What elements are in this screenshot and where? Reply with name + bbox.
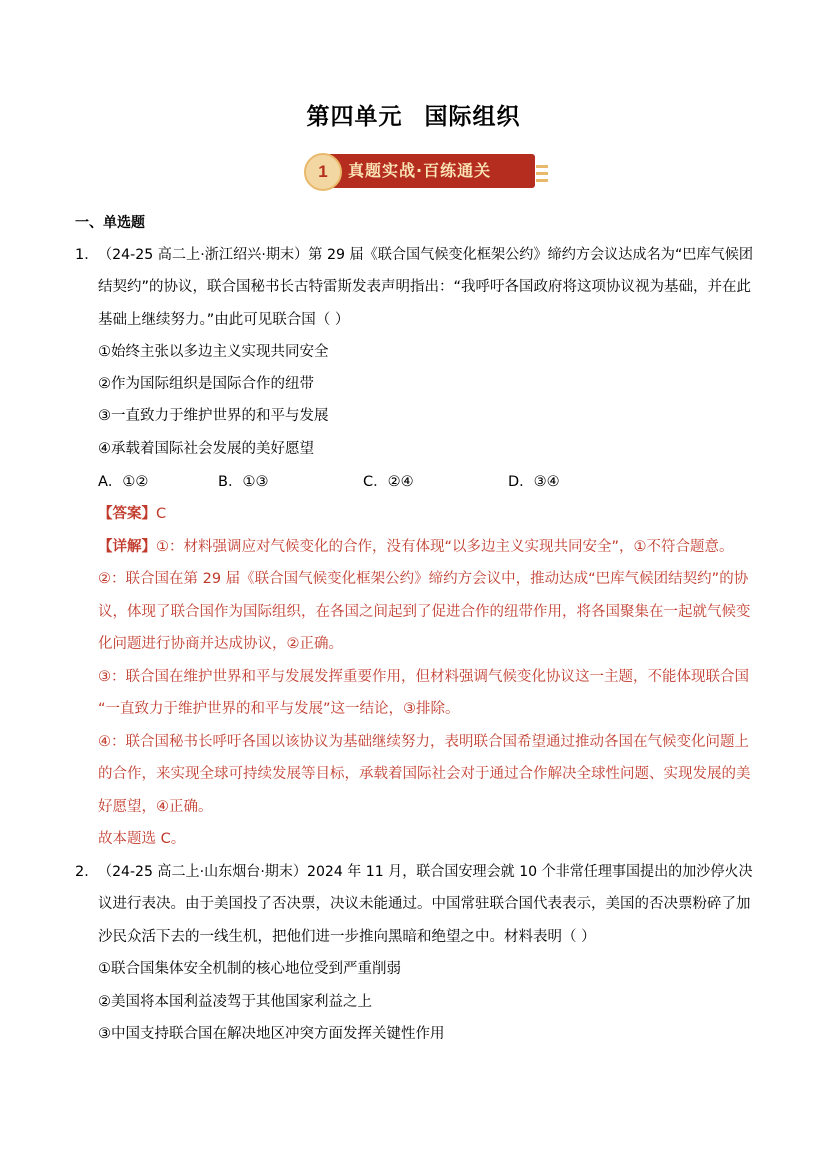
statement-item: ②作为国际组织是国际合作的纽带 [98,376,314,392]
detail-label: 【详解】 [98,539,156,555]
detail-line: ②：联合国在第 29 届《联合国气候变化框架公约》缔约方会议中，推动达成“巴库气候团结契约”的协 [98,571,749,587]
option-b: B．①③ [218,474,269,490]
question-text: （24-25 高二上·山东烟台·期末）2024 年 11 月，联合国安理会就 10 个非常任理事国提出的加沙停火决 [98,864,753,880]
detail-line: 化问题进行协商并达成协议，②正确。 [98,636,343,652]
answer-options [98,472,658,492]
detail-line: 议，体现了联合国作为国际组织，在各国之间起到了促进合作的纽带作用，将各国聚集在一起就气候变 [98,604,751,620]
detail-line: 的合作，来实现全球可持续发展等目标，承载着国际社会对于通过合作解决全球性问题、实现发展的美 [98,766,751,782]
option-d: D．③④ [508,474,560,490]
answer-line [98,504,166,524]
section-banner [304,152,550,190]
detail-line: 【详解】①：材料强调应对气候变化的合作，没有体现“以多边主义实现共同安全”，①不符合题意。 [98,539,734,555]
detail-line: “一直致力于维护世界的和平与发展”这一结论，③排除。 [98,701,460,717]
banner-label: 真题实战·百练通关 [348,161,492,180]
statement-item: ①始终主张以多边主义实现共同安全 [98,344,329,360]
section-heading: 一、单选题 [75,215,145,231]
question-text: 沙民众活下去的一线生机，把他们进一步推向黑暗和绝望之中。材料表明（ ） [98,929,596,945]
option-c: C．②④ [363,474,414,490]
banner-deco-icon [536,179,548,182]
question-number: 2． [75,864,99,880]
page-title: 第四单元 国际组织 [306,104,521,130]
conclusion-line: 故本题选 C。 [98,831,186,847]
question-number: 1． [75,247,99,263]
question-text: 议进行表决。由于美国投了否决票，决议未能通过。中国常驻联合国代表表示，美国的否决票粉碎了加 [98,896,751,912]
answer-label: 【答案】 [98,506,156,522]
detail-line: 好愿望，④正确。 [98,799,213,815]
statement-item: ③中国支持联合国在解决地区冲突方面发挥关键性作用 [98,1026,445,1042]
detail-line: ④：联合国秘书长呼吁各国以该协议为基础继续努力，表明联合国希望通过推动各国在气候变化问题上 [98,734,749,750]
statement-item: ④承载着国际社会发展的美好愿望 [98,441,314,457]
statement-item: ③一直致力于维护世界的和平与发展 [98,408,329,424]
answer-value: C [156,506,167,522]
banner-deco-icon [536,165,548,168]
detail-line: ③：联合国在维护世界和平与发展发挥重要作用，但材料强调气候变化协议这一主题，不能体现联合国 [98,669,749,685]
banner-deco-icon [536,172,548,175]
statement-item: ①联合国集体安全机制的核心地位受到严重削弱 [98,961,401,977]
question-text: 基础上继续努力。”由此可见联合国（ ） [98,312,350,328]
banner-number-badge: 1 [304,153,342,191]
question-text: 结契约”的协议，联合国秘书长古特雷斯发表声明指出：“我呼吁各国政府将这项协议视为基础，并在此 [98,279,752,295]
option-a: A．①② [98,474,149,490]
statement-item: ②美国将本国利益凌驾于其他国家利益之上 [98,994,372,1010]
question-text: （24-25 高二上·浙江绍兴·期末）第 29 届《联合国气候变化框架公约》缔约方会议达成名为“巴库气候团 [98,247,754,263]
